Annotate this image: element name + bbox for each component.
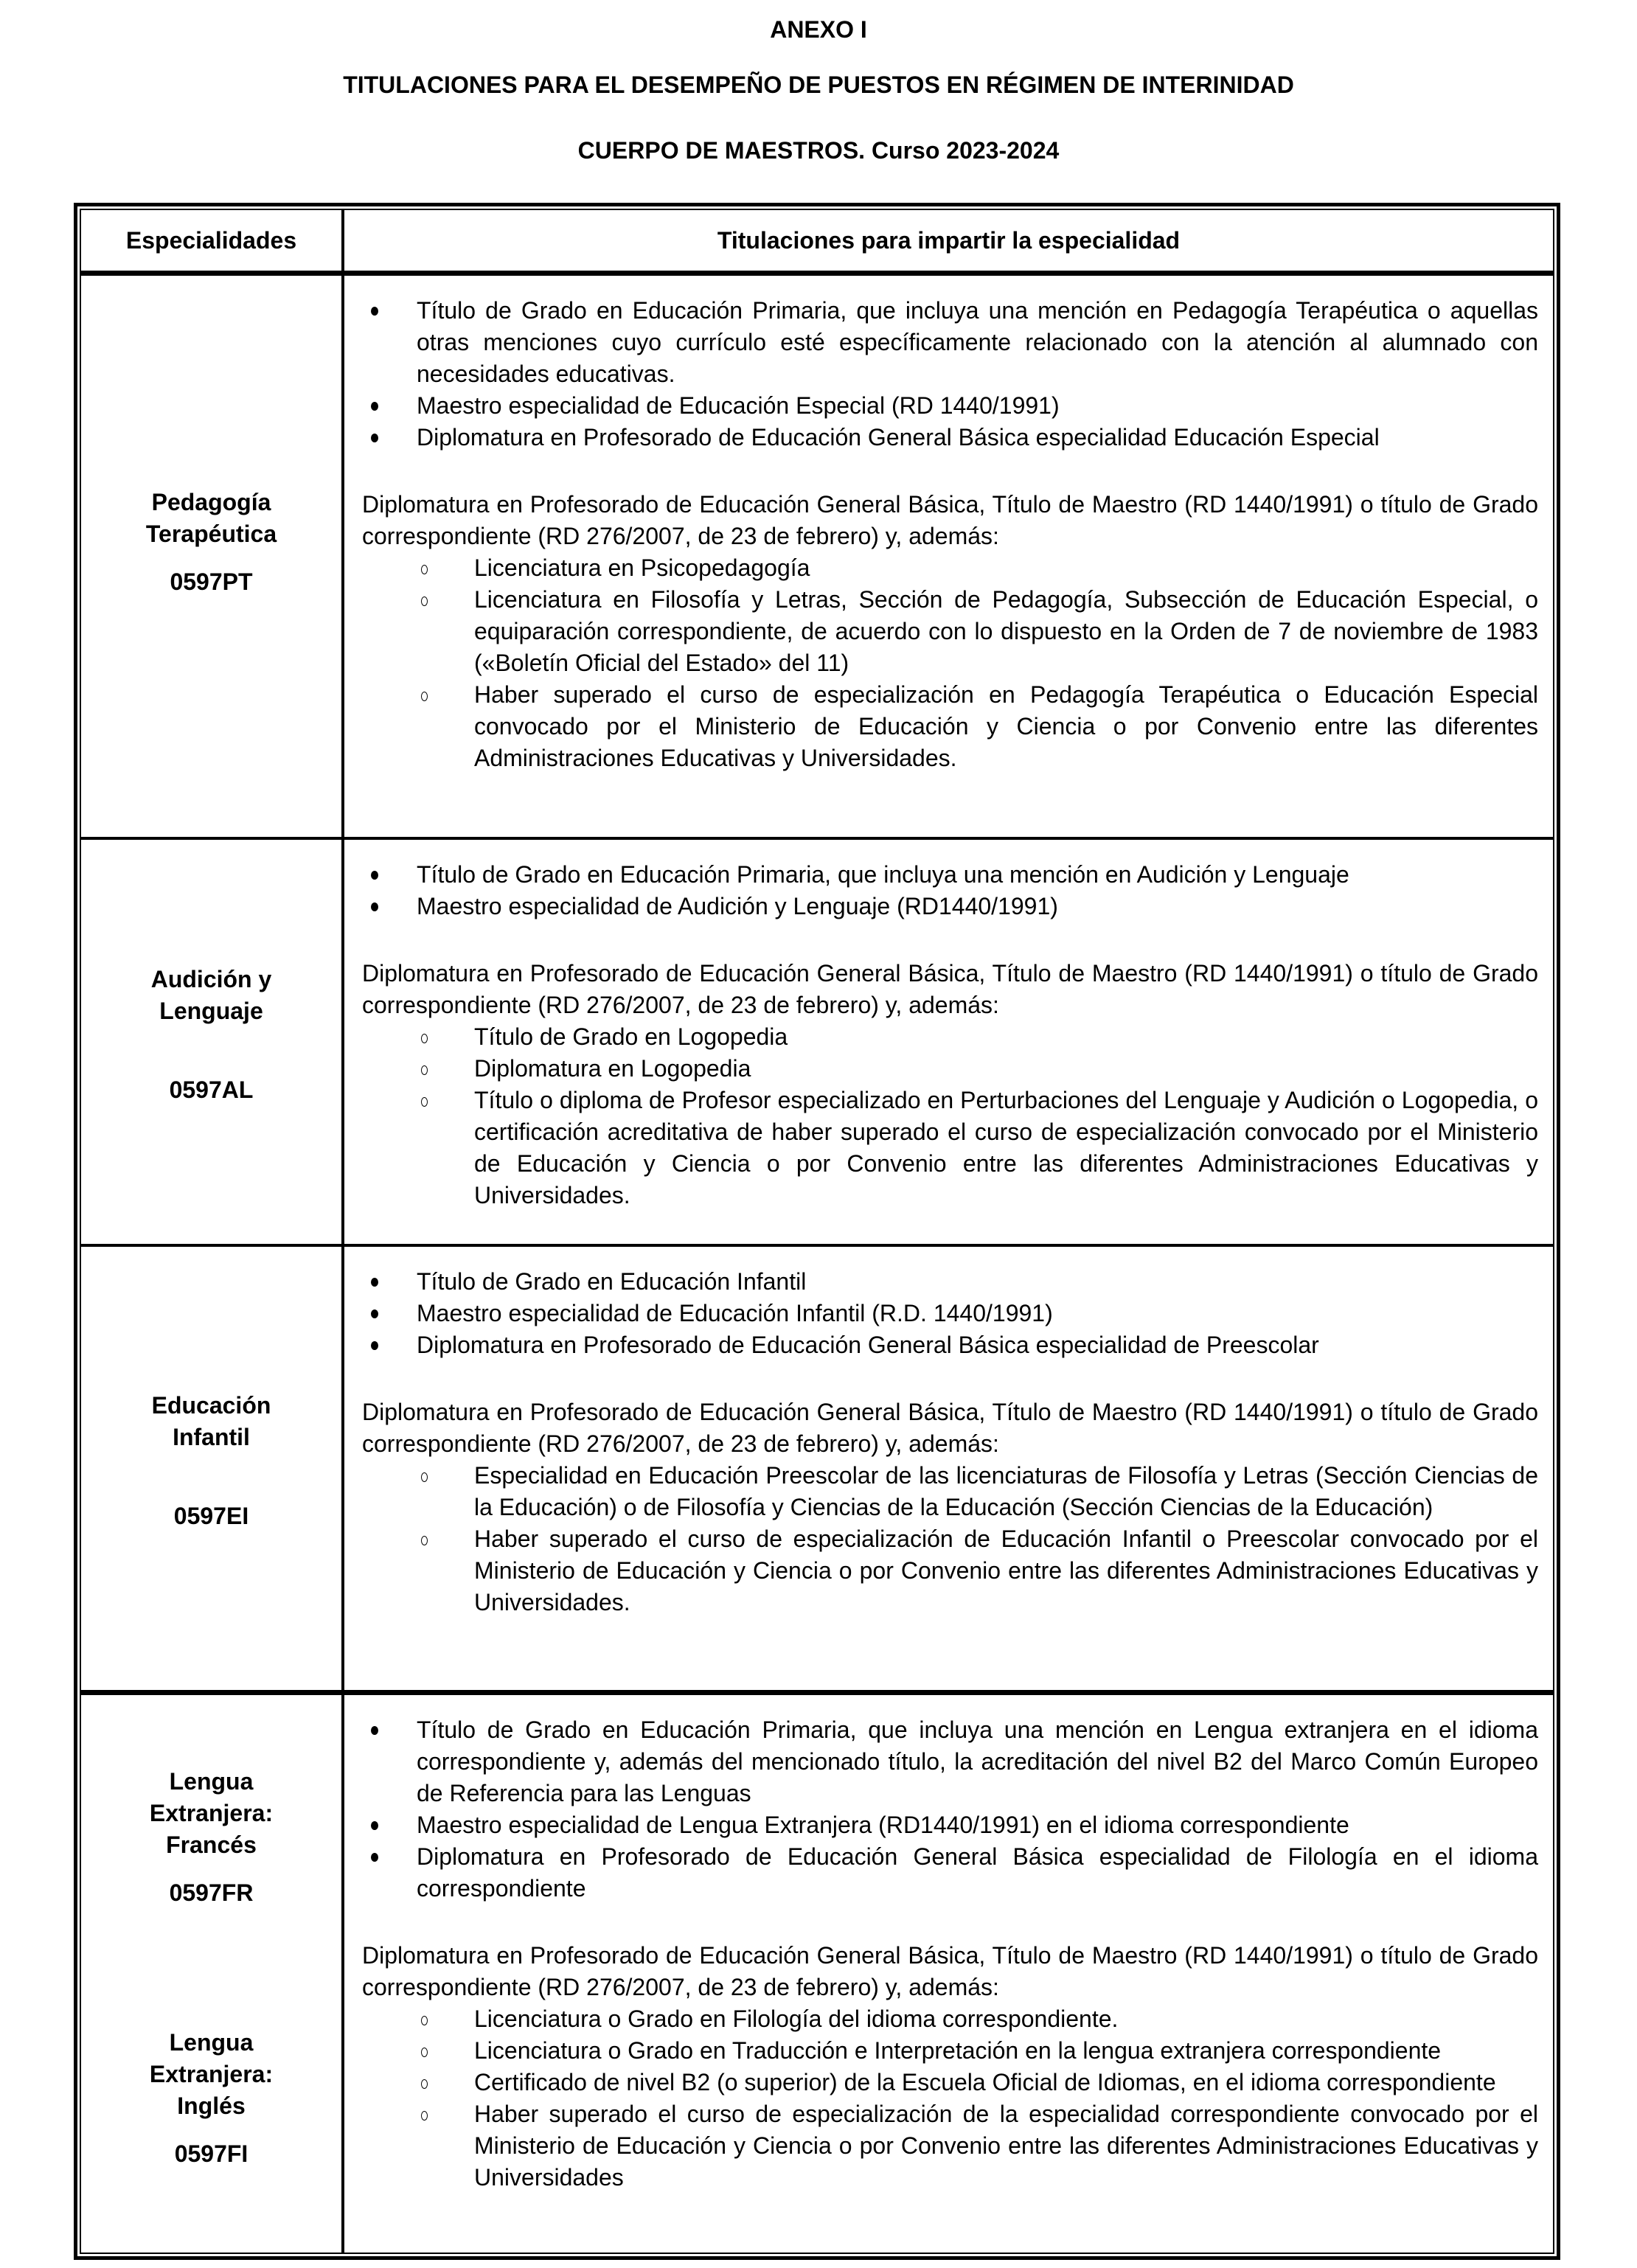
table-row-lengua-extranjera — [81, 1690, 1553, 2253]
table-row-al — [81, 837, 1553, 1244]
intro-paragraph: Diplomatura en Profesorado de Educación General Básica, Título de Maestro (RD 1440/1991) o título de Grado correspondiente (RD 276/2007, de 23 de febrero) y, además: — [362, 1942, 1538, 2000]
qualifications-cell — [344, 1695, 1553, 2253]
specialty-name-line: Extranjera: — [149, 1800, 274, 1826]
list-item: Maestro especialidad de Educación Especial (RD 1440/1991) — [362, 390, 1538, 422]
bullet-list — [362, 1714, 1538, 1905]
list-item: Diplomatura en Profesorado de Educación General Básica especialidad de Filología en el idioma correspondiente — [362, 1841, 1538, 1905]
qualifications-cell — [344, 276, 1553, 837]
specialty-cell — [81, 276, 341, 837]
header-specialties: Especialidades — [125, 226, 297, 254]
specialty-name-line: Inglés — [177, 2093, 246, 2119]
specialty-name-line: Lengua — [169, 2029, 254, 2056]
list-item: Título de Grado en Educación Primaria, que incluya una mención en Audición y Lenguaje — [362, 859, 1538, 891]
specialty-name-line: Extranjera: — [149, 2061, 274, 2087]
specialty-name-line: Infantil — [173, 1424, 250, 1450]
list-item: Haber superado el curso de especialización de Educación Infantil o Preescolar convocado por el Ministerio de Educación y Ciencia o por Convenio entre las diferentes Administraciones Educativas y Universidades. — [362, 1523, 1538, 1618]
list-item: Título de Grado en Educación Primaria, que incluya una mención en Pedagogía Terapéutica o aquellas otras menciones cuyo currículo esté específicamente relacionado con la atención al alumnado con necesidades educativas. — [362, 295, 1538, 390]
sub-list — [362, 1021, 1538, 1211]
list-item: Licenciatura o Grado en Filología del idioma correspondiente. — [362, 2003, 1538, 2035]
qualifications-cell — [344, 1247, 1553, 1690]
document-subtitle: CUERPO DE MAESTROS. Curso 2023-2024 — [577, 137, 1060, 164]
list-item: Licenciatura en Psicopedagogía — [362, 552, 1538, 584]
bullet-list — [362, 295, 1538, 453]
specialty-name-line: Pedagogía — [151, 489, 271, 515]
qualifications-cell — [344, 840, 1553, 1244]
list-item: Título de Grado en Educación Primaria, que incluya una mención en Lengua extranjera en el idioma correspondiente y, además del mencionado título, la acreditación del nivel B2 del Marco Común Europeo de Referencia para las Lenguas — [362, 1714, 1538, 1809]
specialty-cell — [81, 840, 341, 1244]
table-row-ei — [81, 1244, 1553, 1690]
intro-paragraph: Diplomatura en Profesorado de Educación General Básica, Título de Maestro (RD 1440/1991) o título de Grado correspondiente (RD 276/2007, de 23 de febrero) y, además: — [362, 491, 1538, 549]
specialty-name-line: Audición y — [150, 966, 272, 992]
specialty-code: 0597EI — [173, 1503, 249, 1529]
table-header-row — [81, 210, 1553, 271]
list-item: Título de Grado en Logopedia — [362, 1021, 1538, 1053]
list-item: Título de Grado en Educación Infantil — [362, 1266, 1538, 1298]
header-qualifications: Titulaciones para impartir la especialidad — [717, 226, 1181, 254]
specialty-name-line: Terapéutica — [145, 521, 277, 547]
intro-paragraph: Diplomatura en Profesorado de Educación General Básica, Título de Maestro (RD 1440/1991) o título de Grado correspondiente (RD 276/2007, de 23 de febrero) y, además: — [362, 1399, 1538, 1457]
list-item: Licenciatura o Grado en Traducción e Interpretación en la lengua extranjera correspondiente — [362, 2035, 1538, 2067]
document-title: TITULACIONES PARA EL DESEMPEÑO DE PUESTOS EN RÉGIMEN DE INTERINIDAD — [343, 72, 1294, 98]
specialty-code: 0597FI — [174, 2140, 248, 2167]
specialty-cell — [81, 1247, 341, 1690]
list-item: Especialidad en Educación Preescolar de las licenciaturas de Filosofía y Letras (Sección Ciencias de la Educación) o de Filosofía y Ciencias de la Educación (Sección Ciencias de la Educación) — [362, 1460, 1538, 1523]
sub-list — [362, 2003, 1538, 2194]
list-item: Haber superado el curso de especialización de la especialidad correspondiente convocado por el Ministerio de Educación y Ciencia o por Convenio entre las diferentes Administraciones Educativas y Universidades — [362, 2098, 1538, 2194]
specialty-code: 0597PT — [170, 568, 253, 595]
list-item: Licenciatura en Filosofía y Letras, Sección de Pedagogía, Subsección de Educación Especial, o equiparación correspondiente, de acuerdo con lo dispuesto en la Orden de 7 de noviembre de 1983 («Boletín Oficial del Estado» del 11) — [362, 584, 1538, 679]
sub-list — [362, 552, 1538, 774]
list-item: Diplomatura en Profesorado de Educación General Básica especialidad Educación Especial — [362, 422, 1538, 453]
specialty-code: 0597AL — [169, 1076, 254, 1103]
list-item: Título o diploma de Profesor especializado en Perturbaciones del Lenguaje y Audición o Logopedia, o certificación acreditativa de haber superado el curso de especialización convocado por el Ministerio de Educación y Ciencia o por Convenio entre las diferentes Administraciones Educativas y Universidades. — [362, 1085, 1538, 1211]
specialty-cell — [81, 1695, 341, 2253]
bullet-list — [362, 859, 1538, 922]
list-item: Maestro especialidad de Audición y Lenguaje (RD1440/1991) — [362, 891, 1538, 922]
list-item: Haber superado el curso de especialización en Pedagogía Terapéutica o Educación Especial convocado por el Ministerio de Educación y Ciencia o por Convenio entre las diferentes Administraciones Educativas y Universidades. — [362, 679, 1538, 774]
intro-paragraph: Diplomatura en Profesorado de Educación General Básica, Título de Maestro (RD 1440/1991) o título de Grado correspondiente (RD 276/2007, de 23 de febrero) y, además: — [362, 960, 1538, 1018]
annex-label: ANEXO I — [770, 16, 867, 43]
specialty-code: 0597FR — [169, 1879, 254, 1906]
sub-list — [362, 1460, 1538, 1618]
specialty-name-line: Educación — [151, 1392, 271, 1419]
table-row-pt — [81, 271, 1553, 837]
qualifications-table — [74, 203, 1560, 2260]
list-item: Diplomatura en Profesorado de Educación General Básica especialidad de Preescolar — [362, 1329, 1538, 1361]
bullet-list — [362, 1266, 1538, 1361]
specialty-name-line: Francés — [166, 1832, 257, 1858]
list-item: Diplomatura en Logopedia — [362, 1053, 1538, 1085]
list-item: Maestro especialidad de Lengua Extranjera (RD1440/1991) en el idioma correspondiente — [362, 1809, 1538, 1841]
list-item: Certificado de nivel B2 (o superior) de la Escuela Oficial de Idiomas, en el idioma correspondiente — [362, 2067, 1538, 2098]
specialty-name-line: Lengua — [169, 1768, 254, 1795]
list-item: Maestro especialidad de Educación Infantil (R.D. 1440/1991) — [362, 1298, 1538, 1329]
specialty-name-line: Lenguaje — [159, 998, 263, 1024]
